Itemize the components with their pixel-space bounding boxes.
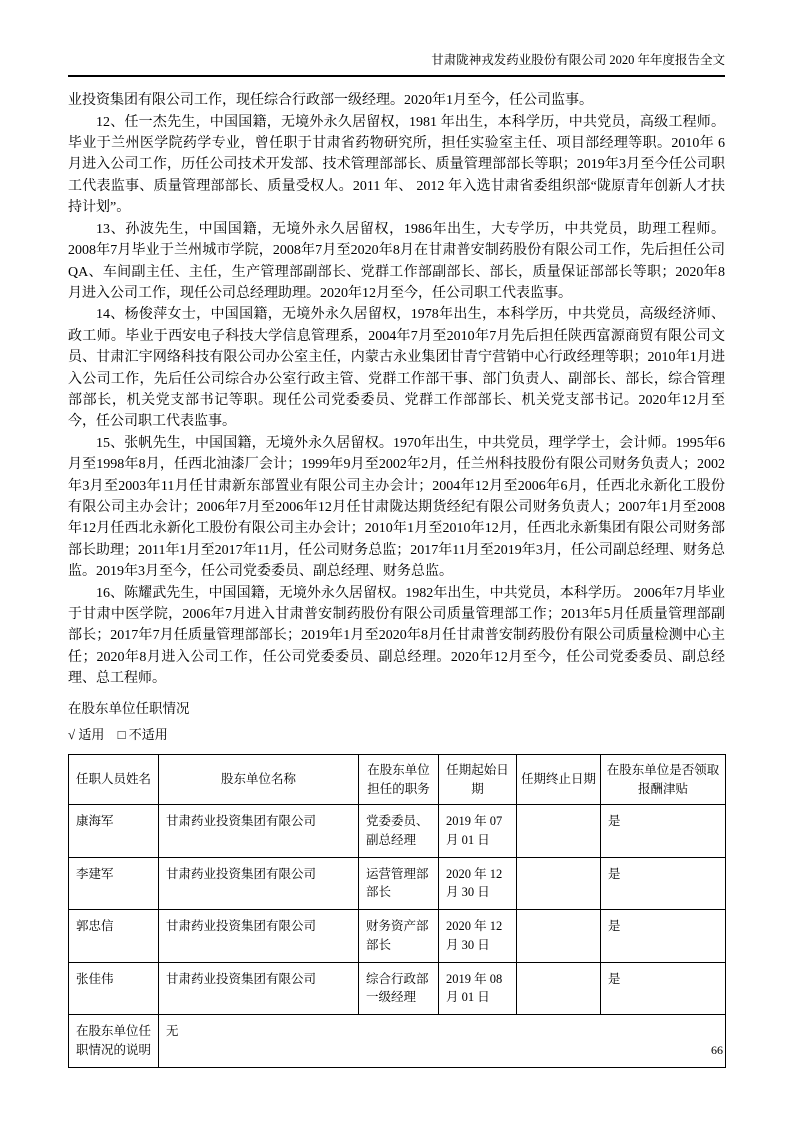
table-cell: 是 xyxy=(601,805,726,858)
table-cell: 2020 年 12 月 30 日 xyxy=(439,910,517,963)
not-applicable-option: □ 不适用 xyxy=(117,726,168,742)
table-cell xyxy=(517,962,601,1015)
header-cell-position: 在股东单位担任的职务 xyxy=(359,755,439,805)
section-title: 在股东单位任职情况 xyxy=(68,700,190,716)
table-cell: 运营管理部部长 xyxy=(359,857,439,910)
table-cell: 综合行政部一级经理 xyxy=(359,962,439,1015)
table-cell: 甘肃药业投资集团有限公司 xyxy=(159,910,359,963)
table-cell: 财务资产部部长 xyxy=(359,910,439,963)
table-cell: 李建军 xyxy=(69,857,159,910)
table-cell: 2019 年 07 月 01 日 xyxy=(439,805,517,858)
applicable-checked-option: √ 适用 xyxy=(68,726,105,742)
page-number: 66 xyxy=(711,1043,723,1057)
header-cell-shareholder-unit: 股东单位名称 xyxy=(159,755,359,805)
table-row xyxy=(69,910,726,963)
header-cell-end-date: 任期终止日期 xyxy=(517,755,601,805)
paragraph-bio-13: 13、孙波先生，中国国籍，无境外永久居留权，1986年出生，大专学历，中共党员，助理工程师。2008年7月毕业于兰州城市学院，2008年7月至2020年8月在甘肃普安制药股份有限公司工作，先后担任公司QA、车间副主任、主任，生产管理部副部长、党群工作部副部长、部长，质量保证部部长等职；2020年8月进入公司工作，现任公司总经理助理。2020年12月至今，任公司职工代表监事。 xyxy=(68,221,725,301)
paragraph-bio-12: 12、任一杰先生，中国国籍，无境外永久居留权，1981 年出生，本科学历，中共党员，高级工程师。毕业于兰州医学院药学专业，曾任职于甘肃省药物研究所，担任实验室主任、项目部经理等职。2010年 6 月进入公司工作，历任公司技术开发部、技术管理部部长、质量管理部部长等职；2019年3月至今任公司职工代表监事、质量管理部部长、质量受权人。2011 年、 2012 年入选甘肃省委组织部“陇原青年创新人才扶持计划”。 xyxy=(68,114,725,216)
table-note-row xyxy=(69,1015,726,1068)
table-header-row xyxy=(69,755,726,805)
table-cell: 党委委员、副总经理 xyxy=(359,805,439,858)
table-cell: 甘肃药业投资集团有限公司 xyxy=(159,962,359,1015)
table-cell: 2019 年 08 月 01 日 xyxy=(439,962,517,1015)
table-cell xyxy=(517,910,601,963)
table-cell: 是 xyxy=(601,962,726,1015)
table-cell: 是 xyxy=(601,910,726,963)
table-row xyxy=(69,805,726,858)
header-cell-start-date: 任期起始日期 xyxy=(439,755,517,805)
table-row xyxy=(69,857,726,910)
header-cell-remuneration: 在股东单位是否领取报酬津贴 xyxy=(601,755,726,805)
table-cell: 郭忠信 xyxy=(69,910,159,963)
table-cell: 甘肃药业投资集团有限公司 xyxy=(159,857,359,910)
table-cell: 康海军 xyxy=(69,805,159,858)
paragraph-bio-15: 15、张帆先生，中国国籍，无境外永久居留权。1970年出生，中共党员，理学学士，会计师。1995年6月至1998年8月，任西北油漆厂会计；1999年9月至2002年2月，任兰州科技股份有限公司财务负责人；2002年3月至2003年11月任甘肃新东部置业有限公司主办会计；2004年12月至2006年6月，任西北永新化工股份有限公司主办会计；2006年7月至2006年12月任甘肃陇达期货经纪有限公司财务负责人；2007年1月至2008年12月任西北永新化工股份有限公司主办会计；2010年1月至2010年12月，任西北永新集团有限公司财务部部长助理；2011年1月至2017年11月，任公司财务总监；2017年11月至2019年3月，任公司副总经理、财务总监。2019年3月至今，任公司党委委员、副总经理、财务总监。 xyxy=(68,435,725,580)
paragraph-bio-14: 14、杨俊萍女士，中国国籍，无境外永久居留权，1978年出生，本科学历，中共党员，高级经济师、政工师。毕业于西安电子科技大学信息管理系，2004年7月至2010年7月先后担任陕西富源商贸有限公司文员、甘肃汇宇网络科技有限公司办公室主任，内蒙古永业集团甘青宁营销中心行政经理等职；2010年1月进入公司工作，先后任公司综合办公室行政主管、党群工作部干事、部门负责人、副部长、部长，综合管理部部长，机关党支部书记等职。现任公司党委委员、党群工作部部长、机关党支部书记。2020年12月至今，任公司职工代表监事。 xyxy=(68,307,725,430)
shareholder-positions-table xyxy=(68,754,726,1068)
applicability-line xyxy=(68,726,725,744)
table-cell: 2020 年 12 月 30 日 xyxy=(439,857,517,910)
note-value-cell: 无 xyxy=(159,1015,726,1068)
table-row xyxy=(69,962,726,1015)
report-title: 甘肃陇神戎发药业股份有限公司 2020 年年度报告全文 xyxy=(431,53,725,67)
header-cell-person-name: 任职人员姓名 xyxy=(69,755,159,805)
document-body xyxy=(68,90,725,689)
paragraph-bio-16: 16、陈耀武先生，中国国籍，无境外永久居留权。1982年出生，中共党员，本科学历。 2006年7月毕业于甘肃中医学院，2006年7月进入甘肃普安制药股份有限公司质量管理部工作；2013年5月任质量管理部副部长；2017年7月任质量管理部部长；2019年1月至2020年8月任甘肃普安制药股份有限公司质量检测中心主任；2020年8月进入公司工作，任公司党委委员、副总经理。2020年12月至今，任公司党委委员、副总经理、总工程师。 xyxy=(68,585,725,687)
report-header xyxy=(68,52,725,77)
table-cell: 甘肃药业投资集团有限公司 xyxy=(159,805,359,858)
paragraph-continuation: 业投资集团有限公司工作，现任综合行政部一级经理。2020年1月至今，任公司监事。 xyxy=(68,93,593,109)
table-cell: 张佳伟 xyxy=(69,962,159,1015)
table-cell: 是 xyxy=(601,857,726,910)
table-cell xyxy=(517,805,601,858)
note-label-cell: 在股东单位任职情况的说明 xyxy=(69,1015,159,1068)
table-cell xyxy=(517,857,601,910)
